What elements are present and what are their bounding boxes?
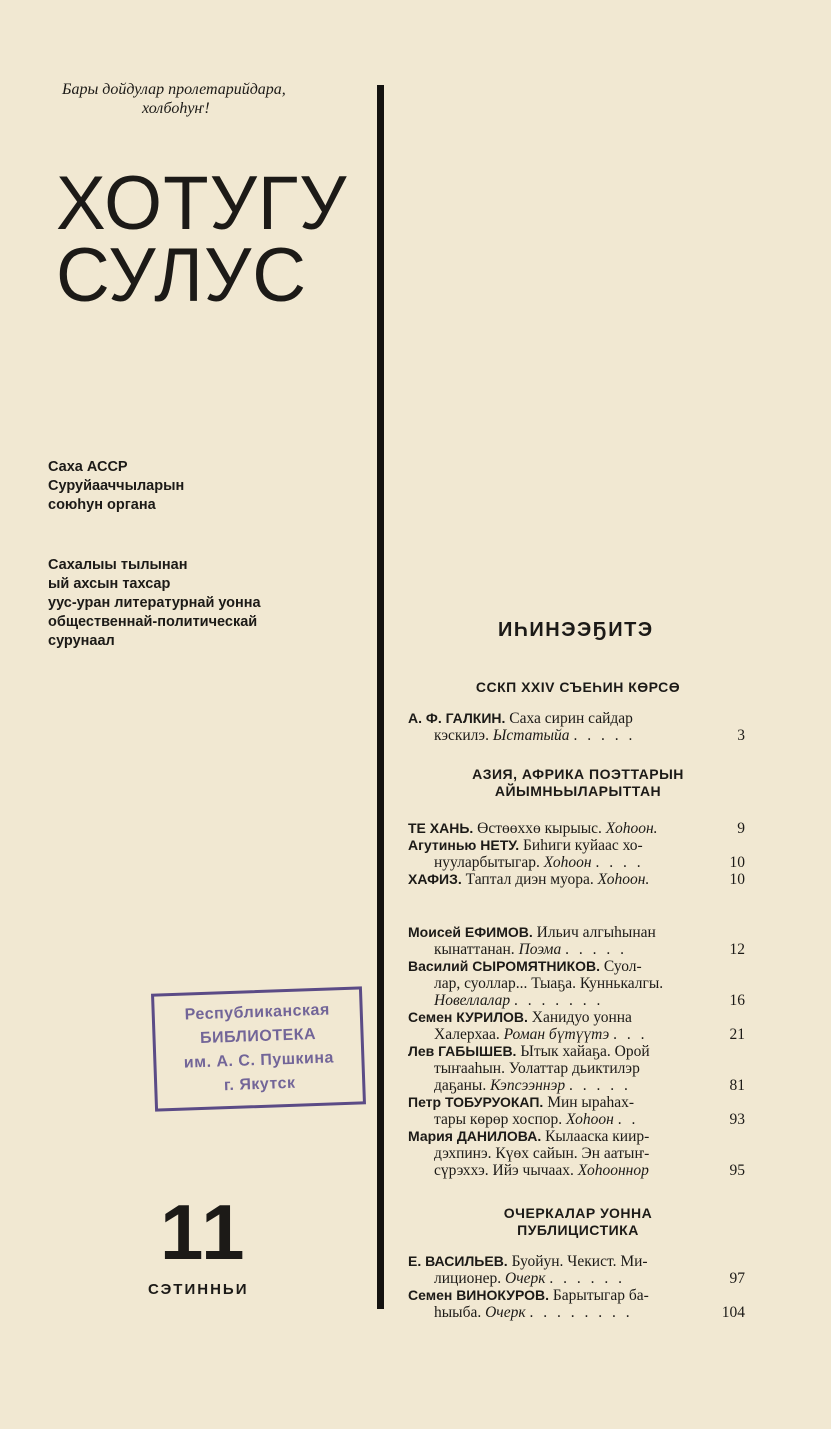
section-heading-line: АЙЫМНЬЫЛАРЫТТАН bbox=[494, 783, 662, 799]
magazine-title-line: СУЛУС bbox=[56, 233, 308, 318]
toc-page-number: 104 bbox=[721, 1304, 745, 1321]
section-heading-line: ПУБЛИЦИСТИКА bbox=[517, 1222, 639, 1238]
section-heading bbox=[408, 679, 748, 696]
toc-entry bbox=[408, 958, 748, 1009]
magazine-title bbox=[56, 161, 348, 318]
toc-author: Е. ВАСИЛЬЕВ. bbox=[408, 1253, 508, 1269]
toc-genre: Очерк bbox=[505, 1270, 546, 1287]
toc-title-text: Мин ыраһах- bbox=[547, 1094, 635, 1111]
toc-leader-dots: . . . . . bbox=[573, 727, 636, 744]
motto-line: холбоһуҥ! bbox=[142, 100, 210, 117]
toc-genre: Хоһоон. bbox=[605, 820, 658, 837]
toc-entry bbox=[408, 1128, 748, 1179]
toc-title-text: тары көрөр хоспор. bbox=[434, 1111, 563, 1128]
toc-genre: Кэпсээннэр bbox=[490, 1077, 566, 1094]
toc-title-text: лиционер. bbox=[434, 1270, 502, 1287]
toc-author: А. Ф. ГАЛКИН. bbox=[408, 710, 506, 726]
journal-description bbox=[48, 556, 378, 651]
toc-author: Василий СЫРОМЯТНИКОВ. bbox=[408, 958, 601, 974]
toc-title-text: һыыба. bbox=[434, 1304, 482, 1321]
toc-leader-dots: . . . . . bbox=[565, 941, 627, 958]
toc-entry bbox=[408, 710, 748, 744]
toc-genre: Ыстатыйа bbox=[492, 727, 570, 744]
toc-leader-dots: . . . . bbox=[595, 854, 644, 871]
description-line: Сахалыы тылынан bbox=[48, 557, 188, 573]
toc-author: ТЕ ХАНЬ. bbox=[408, 820, 474, 836]
toc-leader-dots: . . . . . . . . bbox=[529, 1304, 633, 1321]
toc-page-number: 3 bbox=[737, 727, 745, 744]
toc-title-text: Саха сирин сайдар bbox=[509, 710, 633, 727]
stamp-line: г. Якутск bbox=[223, 1074, 296, 1095]
organ-text bbox=[48, 458, 368, 515]
toc-entry bbox=[408, 1043, 748, 1094]
motto bbox=[62, 80, 362, 118]
section-heading-line: ССКП XXIV СЪЕҺИН КӨРСӨ bbox=[475, 679, 681, 695]
toc-genre: Хоһоон bbox=[543, 854, 592, 871]
stamp-line: БИБЛИОТЕКА bbox=[199, 1025, 317, 1048]
description-line: сурунаал bbox=[48, 633, 115, 649]
magazine-title-line: ХОТУГУ bbox=[56, 161, 348, 246]
toc-title-text: дэхпинэ. Күөх сайын. Эн аатыҥ- bbox=[434, 1145, 650, 1162]
toc-leader-dots: . . . . . . . bbox=[513, 992, 604, 1009]
toc-entry bbox=[408, 1253, 748, 1287]
toc-title-text: Ильич алгыһынан bbox=[536, 924, 656, 941]
motto-line: Бары дойдулар пролетарийдара, bbox=[62, 81, 286, 98]
toc-entry bbox=[408, 871, 748, 888]
toc-title-text: Кылааска киир- bbox=[545, 1128, 650, 1145]
stamp-line: Республиканская bbox=[184, 1001, 331, 1024]
toc-genre: Хоһооннор bbox=[577, 1162, 649, 1179]
toc-genre: Поэма bbox=[518, 941, 562, 958]
toc-page-number: 9 bbox=[737, 820, 745, 837]
toc-page-number: 93 bbox=[729, 1111, 745, 1128]
toc-page-number: 10 bbox=[729, 854, 745, 871]
contents-title: ИҺИНЭЭҔИТЭ bbox=[498, 619, 654, 641]
description-line: ый ахсын тахсар bbox=[48, 576, 171, 592]
section-heading-line: ОЧЕРКАЛАР УОННА bbox=[503, 1205, 653, 1221]
toc-title-text: Барытыгар ба- bbox=[552, 1287, 649, 1304]
toc-page-number: 16 bbox=[729, 992, 745, 1009]
description-line: уус-уран литературнай уонна bbox=[48, 595, 261, 611]
toc-genre: Новеллалар bbox=[434, 992, 511, 1009]
toc-title-text: кынаттанан. bbox=[434, 941, 515, 958]
toc-title-text: даҕаны. bbox=[434, 1077, 487, 1094]
toc-author: Петр ТОБУРУОКАП. bbox=[408, 1094, 544, 1110]
organ-line: Саха АССР bbox=[48, 459, 128, 475]
toc-leader-dots: . . . . . bbox=[568, 1077, 631, 1094]
library-stamp bbox=[151, 986, 366, 1111]
issue-month: СЭТИННЬИ bbox=[148, 1281, 249, 1298]
toc-title-text: кэскилэ. bbox=[434, 727, 489, 744]
toc-page-number: 21 bbox=[729, 1026, 745, 1043]
toc-page-number: 97 bbox=[729, 1270, 745, 1287]
toc-title-text: тыҥааһын. Уолаттар дьиктилэр bbox=[434, 1060, 640, 1077]
stamp-line: им. А. С. Пушкина bbox=[183, 1049, 335, 1072]
toc-author: Лев ГАБЫШЕВ. bbox=[408, 1043, 517, 1059]
toc-entry bbox=[408, 1094, 748, 1128]
toc-title-text: Халерхаа. bbox=[434, 1026, 500, 1043]
section-heading bbox=[408, 1205, 748, 1239]
toc-leader-dots: . . . . . . bbox=[549, 1270, 626, 1287]
toc-entry bbox=[408, 820, 748, 837]
toc-page-number: 81 bbox=[729, 1077, 745, 1094]
toc-author: Семен КУРИЛОВ. bbox=[408, 1009, 528, 1025]
toc-title-text: Биһиги куйаас хо- bbox=[523, 837, 643, 854]
issue-number: 11 bbox=[160, 1188, 247, 1276]
description-line: общественнай-политическай bbox=[48, 614, 258, 630]
section-heading-line: АЗИЯ, АФРИКА ПОЭТТАРЫН bbox=[472, 766, 684, 782]
toc-author: Агутинью НЕТУ. bbox=[408, 837, 520, 853]
toc-title-text: лар, суоллар... Тыаҕа. Куннькалгы. bbox=[434, 975, 664, 992]
toc-title-text: Суол- bbox=[603, 958, 642, 975]
toc-genre: Очерк bbox=[485, 1304, 526, 1321]
column-divider bbox=[377, 85, 384, 1309]
organ-line: Суруйааччыларын bbox=[48, 478, 185, 494]
toc-page-number: 10 bbox=[729, 871, 745, 888]
table-of-contents bbox=[408, 600, 748, 1321]
toc-title-text: Буойун. Чекист. Ми- bbox=[511, 1253, 648, 1270]
toc-entry bbox=[408, 837, 748, 871]
toc-author: Моисей ЕФИМОВ. bbox=[408, 924, 533, 940]
section-heading bbox=[408, 766, 748, 800]
toc-title-text: сүрэххэ. Ийэ чычаах. bbox=[434, 1162, 574, 1179]
toc-entry bbox=[408, 1287, 748, 1321]
toc-leader-dots: . . bbox=[617, 1111, 639, 1128]
toc-leader-dots: . . . bbox=[613, 1026, 648, 1043]
toc-entry bbox=[408, 924, 748, 958]
toc-author: Мария ДАНИЛОВА. bbox=[408, 1128, 542, 1144]
toc-entry bbox=[408, 1009, 748, 1043]
toc-title-text: Ытык хайаҕа. Орой bbox=[520, 1043, 650, 1060]
toc-title-text: Таптал диэн муора. bbox=[465, 871, 594, 888]
toc-author: ХАФИЗ. bbox=[408, 871, 462, 887]
toc-title-text: нууларбытыгар. bbox=[434, 854, 540, 871]
organ-line: союһун органа bbox=[48, 497, 156, 513]
toc-author: Семен ВИНОКУРОВ. bbox=[408, 1287, 550, 1303]
toc-genre: Хоһоон bbox=[566, 1111, 614, 1128]
toc-genre: Хоһоон. bbox=[597, 871, 650, 888]
toc-page-number: 95 bbox=[729, 1162, 745, 1179]
toc-page-number: 12 bbox=[729, 941, 745, 958]
toc-title-text: Өстөөххө кырыыс. bbox=[477, 820, 602, 837]
toc-genre: Роман бүтүүтэ bbox=[503, 1026, 610, 1043]
toc-title-text: Ханидуо уонна bbox=[531, 1009, 632, 1026]
